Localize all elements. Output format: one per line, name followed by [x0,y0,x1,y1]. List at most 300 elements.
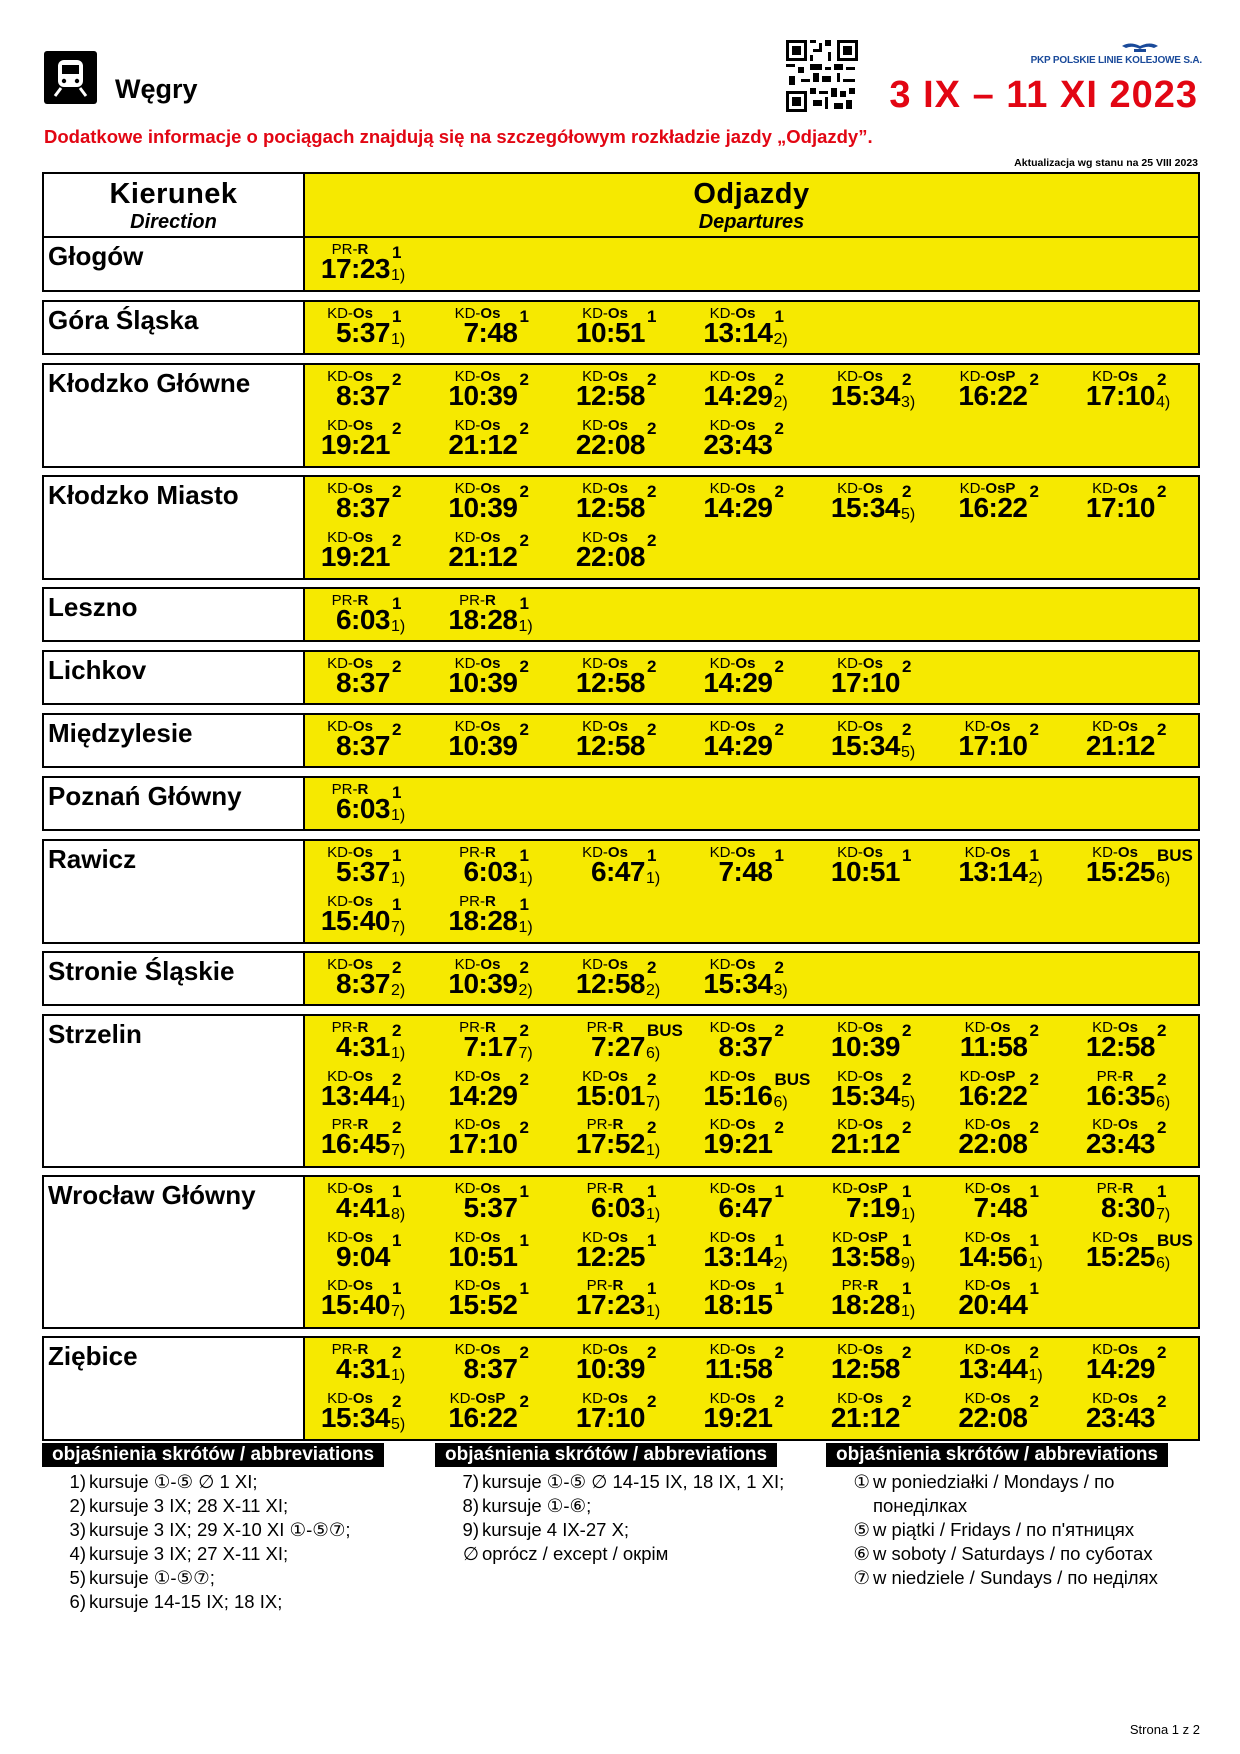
train-class: 2 [774,1391,784,1411]
train-class: 1 [902,846,912,865]
timetable-row [42,363,1200,468]
train-category: KD-Os [327,956,373,973]
departure [1077,1389,1205,1437]
train-category: PR-R [331,592,369,609]
departure-time: 18:28 [448,904,518,936]
departure-time: 12:58 [575,667,645,698]
table-header [42,172,1200,238]
direction-cell [44,1338,305,1439]
departure-time: 14:29 [1085,1353,1155,1384]
departure-time: 10:39 [575,1353,645,1384]
departure-time: 8:37 [718,1031,773,1062]
train-class: 1 [902,1230,912,1250]
departure-time: 4:41 [335,1192,390,1223]
footnote-ref: 1) [391,1045,406,1062]
train-class: 2 [519,530,529,550]
train-category: PR-R [586,1180,624,1197]
departure-time: 5:37 [335,856,390,887]
departure-time: 17:10 [830,667,900,698]
departure-time: 10:51 [575,317,645,348]
train-class: 2 [519,418,529,438]
direction-name: Kłodzko Miasto [48,480,239,510]
departures-cell [305,302,1198,353]
departure [440,1228,568,1276]
train-class: 2 [647,958,657,977]
train-class: 2 [519,1021,529,1040]
departure [950,1389,1078,1437]
departure [950,1115,1078,1163]
departure-time: 12:25 [575,1240,645,1272]
train-category: KD-Os [582,844,628,861]
departure [822,1179,950,1227]
footnote-ref: 2) [1028,870,1043,887]
train-category: KD-Os [709,1341,756,1358]
departure-time: 12:58 [575,380,645,411]
departure-time: 4:31 [335,1353,390,1384]
train-class: 2 [1157,370,1167,389]
departure [822,1228,950,1276]
departures-cell [305,477,1198,578]
timetable-row [42,776,1200,831]
legend-text: w piątki / Fridays / по п'ятницях [873,1519,1135,1540]
departure [440,955,568,1003]
departure [312,654,440,702]
direction-name: Leszno [48,592,138,622]
train-category: KD-Os [709,1180,756,1197]
departure [312,955,440,1003]
footnote-ref: 1) [391,331,406,348]
departure [567,1340,695,1388]
departure [440,528,568,576]
departure-time: 16:22 [958,380,1028,411]
departure [822,1115,950,1163]
footnote-ref: 4) [1156,394,1171,411]
departure [1077,843,1205,891]
departure [312,1067,440,1115]
departures-cell [305,841,1198,942]
legend-item [42,1494,412,1518]
footnote-ref: 1) [646,870,661,887]
departure [567,1018,695,1066]
departure [312,1276,440,1324]
departure-time: 12:58 [575,730,645,761]
train-category: KD-Os [1092,480,1138,497]
train-category: KD-Os [1092,1341,1138,1358]
departure-time: 19:21 [320,428,390,460]
footnote-ref: 2) [646,982,661,999]
train-class: 1 [647,1230,657,1250]
info-line: Dodatkowe informacje o pociągach znajdują się na szczegółowym rozkładzie jazdy „Odjazdy”. [44,126,873,147]
departure [312,1389,440,1437]
departure [950,1276,1078,1324]
train-class: 1 [1029,1230,1039,1250]
departure [695,479,823,527]
legend-text: oprócz / except / окрім [482,1543,669,1564]
departure [950,1228,1078,1276]
legend-item [826,1542,1200,1566]
departures-cell [305,652,1198,703]
footnote-ref: 9) [901,1254,916,1272]
footnote-ref: 7) [391,918,406,936]
departure [567,1067,695,1115]
direction-name: Stronie Śląskie [48,956,235,986]
train-class: 2 [647,482,657,501]
departure [950,1340,1078,1388]
departures-cell [305,778,1198,829]
footnote-ref: 1) [391,807,406,824]
legend-item [435,1470,805,1494]
train-class: 2 [1029,370,1039,389]
train-class: 2 [1157,482,1167,501]
departure-time: 15:34 [830,730,900,761]
departures-cell [305,1338,1198,1439]
departure-time: 8:37 [335,968,390,999]
train-class: 1 [647,846,657,865]
legend-col-2 [435,1443,805,1566]
departure-time: 10:39 [830,1031,900,1062]
departure [440,843,568,891]
train-category: KD-OsP [832,1180,888,1197]
departure-time: 16:35 [1085,1079,1155,1111]
train-category: PR-R [331,1019,369,1036]
departure-time: 16:22 [958,1079,1028,1111]
departure-time: 10:39 [448,492,518,523]
departure-time: 17:10 [958,730,1028,761]
train-class: 2 [774,657,784,676]
departure [567,1389,695,1437]
footnote-ref: 7) [391,1142,406,1159]
footnote-ref: 1) [901,1206,916,1223]
departures-cell [305,238,1198,290]
footnote-ref: 5) [391,1415,406,1433]
train-category: PR-R [586,1277,624,1294]
legend-text: kursuje 4 IX-27 X; [482,1519,630,1540]
train-category: KD-Os [709,480,756,497]
train-class: 1 [519,1182,529,1201]
train-category: KD-Os [454,1067,501,1085]
departure-time: 14:29 [448,1079,518,1111]
direction-cell [44,778,305,829]
legend-key: ⑥ [853,1543,870,1564]
train-class: 2 [392,370,402,389]
legend-text: w poniedziałki / Mondays / по понеділках [873,1471,1115,1516]
departure [695,1389,823,1437]
departure [1077,1115,1205,1163]
train-class: 2 [774,720,784,739]
footnote-ref: 1) [1028,1367,1043,1384]
departure-time: 7:19 [845,1192,900,1223]
train-category: PR-R [586,1116,624,1133]
footnote-ref: 1) [391,1367,406,1384]
footnote-ref: 7) [646,1093,661,1111]
departure [440,367,568,415]
legend-item [826,1518,1200,1542]
train-category: KD-Os [964,1116,1011,1133]
legend-key: 6) [69,1591,86,1612]
train-class: 2 [392,720,402,739]
page-number: Strona 1 z 2 [1129,1722,1200,1737]
train-class: 1 [392,783,402,802]
departure [440,1179,568,1227]
train-category: KD-Os [327,528,373,546]
departure [950,367,1078,415]
train-class: 2 [647,657,657,676]
departure [822,1018,950,1066]
train-category: KD-OsP [959,368,1016,385]
departure [1077,479,1205,527]
departure-time: 14:29 [703,380,773,411]
departure [312,479,440,527]
train-category: KD-Os [454,1180,501,1197]
departure [1077,1340,1205,1388]
departure [440,1340,568,1388]
departure [822,1276,950,1324]
legend-item [826,1470,1200,1518]
departure-time: 17:23 [320,253,390,284]
departure-time: 18:15 [703,1289,773,1320]
train-class: 1 [392,1230,402,1250]
direction-cell [44,365,305,466]
train-category: KD-Os [709,1067,756,1085]
train-class: BUS [1157,1230,1193,1250]
departure [1077,367,1205,415]
train-class: 1 [519,594,529,613]
legend-text: w soboty / Saturdays / по суботах [873,1543,1153,1564]
departure [567,1179,695,1227]
departure-time: 22:08 [575,540,645,572]
train-category: KD-Os [582,1067,628,1085]
train-class: 1 [902,1279,912,1298]
legend-key: 9) [462,1519,479,1540]
timetable-row [42,1336,1200,1441]
train-category: KD-Os [709,1228,756,1246]
departure [950,1018,1078,1066]
departure-time: 9:04 [335,1240,390,1272]
legend-key: 1) [69,1471,86,1492]
direction-header [44,174,305,236]
train-category: KD-Os [454,956,501,973]
departure-time: 8:37 [335,492,390,523]
train-class: 2 [1029,1021,1039,1040]
departure [822,1389,950,1437]
departure [312,780,440,828]
departure-time: 21:12 [448,428,518,460]
departure [695,1228,823,1276]
train-class: 2 [519,1069,529,1089]
departure-time: 6:03 [335,793,390,824]
footnote-ref: 2) [773,394,788,411]
train-class: 2 [647,1391,657,1411]
departure [822,367,950,415]
train-category: KD-Os [1092,718,1138,735]
timetable-row [42,475,1200,580]
departure [822,479,950,527]
train-category: KD-Os [582,416,628,434]
departure [695,843,823,891]
departure [312,367,440,415]
direction-cell [44,1016,305,1166]
date-range: 3 IX – 11 XI 2023 [889,74,1198,116]
train-category: KD-Os [837,1389,883,1407]
train-class: 2 [1029,720,1039,739]
timetable-row [42,300,1200,355]
train-category: KD-Os [1092,368,1138,385]
departure [567,717,695,765]
departure-time: 12:58 [575,492,645,523]
train-category: KD-Os [454,368,501,385]
footnote-ref: 3) [901,394,916,411]
train-class: 1 [1029,846,1039,865]
departure-time: 13:14 [703,317,773,348]
timetable-row [42,650,1200,705]
direction-name: Rawicz [48,844,137,874]
station-name: Węgry [115,74,198,104]
departure-time: 6:03 [335,604,390,635]
departure-time: 4:31 [335,1031,390,1062]
departure-time: 15:34 [830,380,900,411]
legend-key: ∅ [462,1543,479,1564]
train-class: 1 [774,1230,784,1250]
direction-header-pl: Kierunek [109,178,238,210]
departure-time: 14:29 [703,730,773,761]
departure [1077,1228,1205,1276]
departure-time: 16:45 [320,1128,390,1159]
departure [695,1179,823,1227]
departure [822,717,950,765]
train-category: KD-Os [327,1180,373,1197]
train-category: PR-R [331,1116,369,1133]
departure-time: 7:17 [463,1031,518,1062]
train-category: KD-Os [709,1277,756,1294]
departure-time: 17:10 [575,1401,645,1433]
departure-time: 23:43 [1085,1401,1155,1433]
legend-title: objaśnienia skrótów / abbreviations [42,1443,384,1467]
legend-key: ⑤ [853,1519,870,1540]
train-class: 2 [774,418,784,438]
departure [1077,717,1205,765]
train-class: 2 [1157,720,1167,739]
departure [312,304,440,352]
train-class: 2 [392,418,402,438]
train-class: 2 [1157,1069,1167,1089]
train-class: 2 [647,1069,657,1089]
departure-time: 7:27 [590,1031,645,1062]
train-category: KD-Os [837,368,883,385]
departure-time: 7:48 [973,1192,1028,1223]
footnote-ref: 7) [518,1045,533,1062]
departures-cell [305,715,1198,766]
qr-code-icon[interactable] [786,40,858,112]
train-class: 2 [647,530,657,550]
legend-key: 4) [69,1543,86,1564]
departure [312,591,440,639]
train-class: 2 [392,1343,402,1362]
train-class: 1 [519,1230,529,1250]
direction-cell [44,715,305,766]
footnote-ref: 6) [1156,870,1171,887]
departure [440,1018,568,1066]
legend-item [42,1518,412,1542]
train-class: 2 [519,657,529,676]
train-class: 2 [774,1118,784,1137]
departure-time: 8:37 [335,667,390,698]
train-class: 2 [774,370,784,389]
train-category: KD-Os [327,892,373,910]
train-category: KD-Os [327,1067,373,1085]
train-category: KD-Os [582,956,628,973]
train-class: 2 [1029,1343,1039,1362]
direction-name: Międzylesie [48,718,193,748]
departures-header-en: Departures [698,211,805,233]
departure-time: 15:01 [575,1079,645,1111]
departure-time: 19:21 [320,540,390,572]
departure [312,892,440,940]
train-class: 2 [519,1118,529,1137]
train-class: 2 [519,482,529,501]
train-class: 1 [519,1279,529,1298]
train-category: KD-Os [327,480,373,497]
departure [695,1115,823,1163]
departure-time: 22:08 [958,1128,1028,1159]
departure-time: 10:39 [448,968,518,999]
train-category: KD-Os [1092,1389,1138,1407]
departure-time: 6:47 [590,856,645,887]
direction-cell [44,1177,305,1327]
departure-time: 14:29 [703,492,773,523]
departure-time: 15:25 [1085,1240,1155,1272]
departures-cell [305,589,1198,640]
footnote-ref: 1) [391,870,406,887]
train-class: 2 [774,1021,784,1040]
legend-key: 7) [462,1471,479,1492]
train-class: 2 [519,1391,529,1411]
train-category: KD-Os [327,844,373,861]
timetable-row [42,236,1200,292]
legend-text: kursuje 14-15 IX; 18 IX; [89,1591,283,1612]
train-category: KD-Os [327,416,373,434]
footnote-ref: 2) [773,331,788,348]
departure [822,843,950,891]
train-category: PR-R [459,844,496,861]
train-class: BUS [647,1021,683,1040]
train-class: 2 [519,370,529,389]
direction-cell [44,477,305,578]
legend-col-3 [826,1443,1200,1590]
train-category: PR-R [331,241,369,258]
train-class: 2 [519,958,529,977]
departure-time: 10:39 [448,667,518,698]
departure [567,304,695,352]
departure-time: 17:10 [1085,492,1155,523]
footnote-ref: 1) [391,267,406,284]
train-icon [44,51,97,104]
train-category: KD-Os [327,718,373,735]
train-class: 2 [647,1343,657,1362]
departures-cell [305,1177,1198,1327]
train-class: 1 [774,1182,784,1201]
departure-time: 15:34 [830,492,900,523]
departure-time: 17:52 [575,1128,645,1159]
departure-time: 15:34 [320,1401,390,1433]
train-category: KD-Os [1092,1116,1138,1133]
footnote-ref: 2) [391,982,406,999]
departure [440,591,568,639]
train-category: KD-Os [454,480,501,497]
train-category: KD-Os [709,305,756,322]
departure-time: 10:39 [448,730,518,761]
train-class: 2 [647,1118,657,1137]
timetable-row [42,951,1200,1006]
